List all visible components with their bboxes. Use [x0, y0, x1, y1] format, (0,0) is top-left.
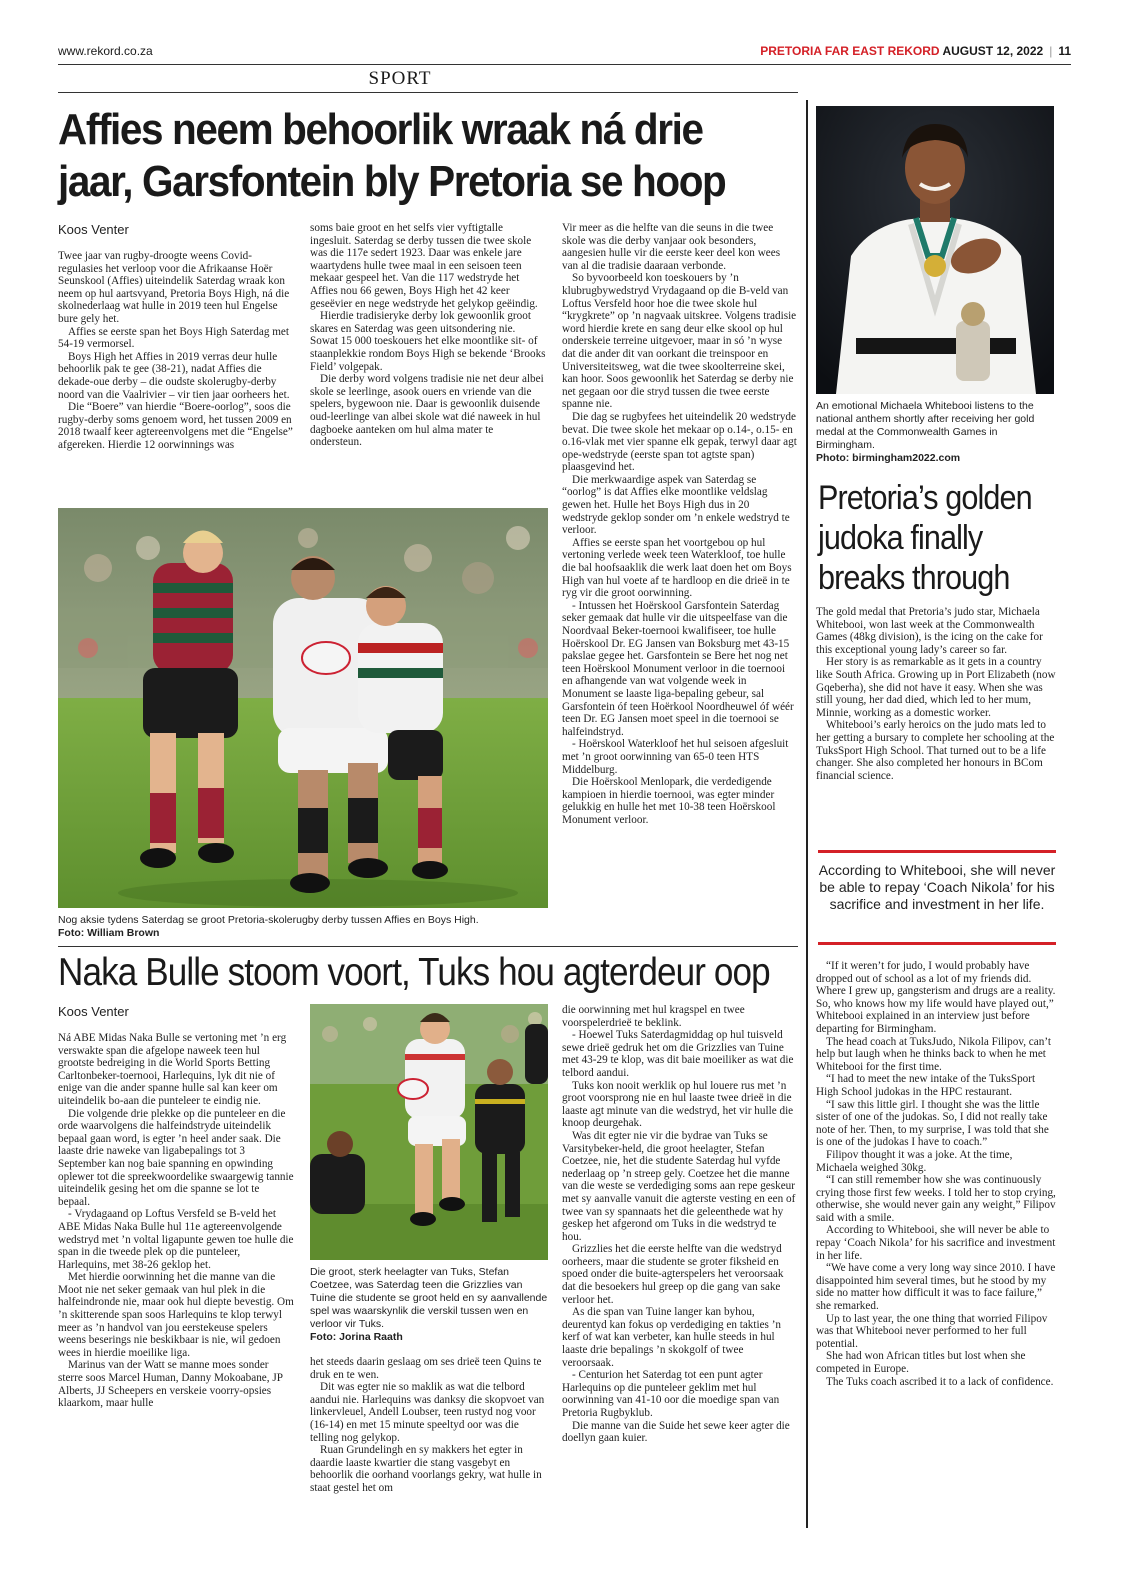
paragraph: The gold medal that Pretoria’s judo star, Michaela Whitebooi, won last week at the Commonwealth Games (48kg division), is the icing on the cake for this exceptional young lady’s career so far. — [816, 606, 1043, 656]
paragraph: - Hoewel Tuks Saterdagmiddag op hul tuisveld sewe drieë gedruk het om die Grizzlies van Tuine met 43-29 te klop, was dit baie moeiliker as wat die telbord aandui. — [562, 1029, 794, 1079]
paragraph: - Hoërskool Waterkloof het hul seisoen afgesluit met ’n groot oorwinning van 65-0 teen HTS Middelburg. — [562, 738, 789, 776]
paragraph: “I saw this little girl. I thought she was the little sister of one of the judokas. So, I did not really take note of her. Then, to my surprise, I was told that she is one of the judokas I have to coach.” — [816, 1098, 1049, 1149]
site-url: www.rekord.co.za — [58, 44, 153, 58]
paragraph: - Intussen het Hoërskool Garsfontein Saterdag seker gemaak dat hulle vir die uitspeelfase van die Noordvaal Beker-toernooi kwalifiseer, toe hulle Hoërskool Dr. EG Jansen van Boksburg met 43-15 pakslae gegee het. Garsfontein se Bere het nog net teen Hoërskool Monument verloor in die toernooi en afhangende van wat volgende week in Monument se laaste liga-bepaling gebeur, sal Garsfontein óf teen Hoërkool Noordheuwel óf wéér teen Dr. EG Jansen moet speel in die toernooi se halfeindstryd. — [562, 599, 794, 738]
whitebooi-photo — [816, 106, 1054, 394]
paragraph: Die derby word volgens tradisie nie net deur albei skole se leerlinge, asook ouers en vriende van die spelers, bygewoon nie. Daar is gewoonlik duisende oud-leerlinge van albei skole wat dié naweek in hul dagboeke aanteken om hul alma mater te ondersteun. — [310, 373, 544, 449]
caption-text: An emotional Michaela Whitebooi listens to the national anthem shortly after receiving her gold medal at the Commonwealth Games in Birmingham. — [816, 400, 1035, 451]
paragraph: The Tuks coach ascribed it to a lack of confidence. — [826, 1375, 1054, 1388]
article1-photo-caption — [58, 914, 578, 940]
paragraph: Die dag se rugbyfees het uiteindelik 20 wedstryde bevat. Die twee skole het mekaar op o.14-, o.15- en o.16-vlak met vier spanne elk gepak, terwyl daar agt ope-wedstryde (eerste span tot agtste span) plaasgevind het. — [562, 410, 797, 474]
paragraph: Was dit egter nie vir die bydrae van Tuks se Varsitybeker-held, die groot heelagter, Stefan Coetzee, nie, het die studente Saterdag hul vyfde nederlaag op ’n streep gely. Coetzee het die manne van die weste se verdediging soms aan repe geskeur met sy aanvalle vanuit die agterste vesting en een of twee van sy spannaats het die geleenthede wat hy geskep het afgerond om Tuks in die wedstryd te hou. — [562, 1129, 796, 1243]
page-number: 11 — [1058, 44, 1071, 58]
issue-date: AUGUST 12, 2022 — [942, 44, 1044, 58]
photo-credit: Photo: birmingham2022.com — [816, 452, 961, 464]
article1-headline-line2: jaar, Garsfontein bly Pretoria se hoop — [58, 157, 726, 206]
article2-column-2 — [310, 1356, 546, 1495]
article1-byline: Koos Venter — [58, 222, 129, 237]
paragraph: Ná ABE Midas Naka Bulle se vertoning met ’n erg verswakte span die afgelope naweek teen hul grootste bedreiging in die World Sports Betting Carltonbeker-toernooi, Harlequins, lyk dit nie of enige van die ander spanne hulle sal kan keer om uiteindelik bo-aan die punteleer te eindig nie. — [58, 1032, 287, 1107]
paragraph: Die merkwaardige aspek van Saterdag se “oorlog” is dat Affies elke moontlike veldslag gewen het. Hulle het Boys High dus in 20 wedstryde geklop sonder om ’n enkele wedstryd te verloor. — [562, 473, 790, 537]
article1-headline — [58, 104, 794, 208]
paragraph: - Vrydagaand op Loftus Versfeld se B-veld het ABE Midas Naka Bulle hul 11e agtereenvolgende wedstryd met ’n voltal ligapunte gewen toe hulle die span in die tweede plek op die punteleer, Harlequins, met 38-26 geklop het. — [58, 1208, 294, 1271]
paragraph: het steeds daarin geslaag om ses drieë teen Quins te druk en te wen. — [310, 1356, 542, 1381]
paragraph: - Centurion het Saterdag tot een punt agter Harlequins op die punteleer geklim met hul oorwinning van 41-10 oor die moedige span van Pretoria Rugbyklub. — [562, 1369, 780, 1419]
photo-credit: Foto: William Brown — [58, 927, 160, 939]
sidebar-headline — [818, 478, 1034, 598]
paragraph: Boys High het Affies in 2019 verras deur hulle behoorlik pak te gee (38-21), nadat Affies die dekade-oue derby – die oudste skolerugby-derby noord van die Vaalrivier – vir tien jaar oorheers het. — [58, 350, 290, 401]
column-divider — [806, 100, 808, 1528]
article2-headline: Naka Bulle stoom voort, Tuks hou agterdeur oop — [58, 951, 770, 994]
section-rule — [58, 92, 798, 93]
pull-quote: According to Whitebooi, she will never be able to repay ‘Coach Nikola’ for his sacrifice and investment in her life. — [818, 862, 1056, 912]
sidebar-body-top — [816, 606, 1056, 782]
paragraph: Her story is as remarkable as it gets in a country like South Africa. Growing up in Port Elizabeth (now Gqeberha), she did not have it easy. When she was still young, her dad died, which led to her mum, Minnie, working as a domestic worker. — [816, 656, 1056, 719]
photo-credit: Foto: Jorina Raath — [310, 1331, 403, 1343]
paragraph: Die volgende drie plekke op die punteleer en die orde waarvolgens die halfeindstryde uiteindelik bepaal gaan word, is egter ’n heel ander saak. Die laaste drie naweke van ligabepalings tot 3 September kan nog baie spanning en opwinding oplewer tot die spreekwoordelike swaargewig tannie uiteindelik gesing het om die spanne se lot te bepaal. — [58, 1107, 294, 1208]
paragraph: Grizzlies het die eerste helfte van die wedstryd oorheers, maar die studente se groter fiksheid en spoed onder die buite-agterspelers het veroorsaak dat die besoekers hul greep op die gang van sake verloor het. — [562, 1243, 784, 1306]
paragraph: Met hierdie oorwinning het die manne van die Moot nie net seker gemaak van hul plek in die halfeindronde nie, maar ook hul diepte bevestig. Om ’n skitterende span soos Harlequins te klop terwyl meer as ’n handvol van jou eerstekeuse spelers weens beserings nie beskikbaar is nie, wil gedoen wees in hierdie moeilike liga. — [58, 1271, 294, 1359]
header-rule — [58, 64, 1071, 65]
tuks-rugby-photo — [310, 1004, 548, 1260]
sidebar-headline-line3: breaks through — [818, 559, 1010, 597]
paragraph: “If it weren’t for judo, I would probably have dropped out of school as a lot of my friends did. Where I grew up, gangsterism and drugs are a reality. So, who knows how my life would have played out,” Whitebooi explained in an interview just before departing for Birmingham. — [816, 960, 1056, 1035]
article2-byline: Koos Venter — [58, 1004, 129, 1019]
article1-column-2 — [310, 222, 546, 449]
pull-quote-bottom-rule — [818, 942, 1056, 945]
article1-column-1 — [58, 250, 294, 452]
paragraph: Tuks kon nooit werklik op hul louere rus met ’n groot voorsprong nie en hul laaste twee drieë in die laaste agt minute van die wedstryd, het vir hulle die knoop deurgehak. — [562, 1079, 794, 1130]
paragraph: Die “Boere” van hierdie “Boere-oorlog”, soos die rugby-derby soms genoem word, het tussen 2009 en 2018 twaalf keer agtereenvolgens met die “Engelse” afgereken. Hierdie 12 oorwinnings was — [58, 401, 293, 451]
publication-name: PRETORIA FAR EAST REKORD — [760, 44, 940, 58]
paragraph: Die manne van die Suide het sewe keer agter die doellyn gaan kuier. — [562, 1419, 790, 1445]
sidebar-photo-caption — [816, 400, 1056, 465]
paragraph: As die span van Tuine langer kan byhou, deurentyd kan fokus op verdediging en takties ’n kerf of wat kan verbeter, kan hulle steeds in hul laaste drie bepalings ’n skokgolf of twee veroorsaak. — [562, 1306, 782, 1369]
article1-headline-line1: Affies neem behoorlik wraak ná drie — [58, 105, 703, 154]
paragraph: The head coach at TuksJudo, Nikola Filipov, can’t help but laugh when he thinks back to when he met Whitebooi for the first time. — [816, 1035, 1051, 1073]
paragraph: Dit was egter nie so maklik as wat die telbord aandui nie. Harlequins was danksy die skopvoet van linkervleuel, Andell Loubser, teen rustyd nog voor (16-14) en met 15 minute speeltyd oor was die telling nog gelykop. — [310, 1381, 545, 1444]
paragraph: “We have come a very long way since 2010. I have disappointed him several times, but he stood by my side no matter how difficult it was to face failure,” she remarked. — [816, 1262, 1056, 1313]
header-separator: | — [1049, 44, 1053, 58]
paragraph: Twee jaar van rugby-droogte weens Covid-regulasies het verloop voor die Afrikaanse Hoër Seunskool (Affies) uiteindelik Saterdag wraak kon neem op hul aartsvyand, Pretoria Boys High, ná die skolnederlaag wat hulle in 2019 teen hul Engelse bure gely het. — [58, 250, 290, 325]
paragraph: Whitebooi’s early heroics on the judo mats led to her getting a bursary to complete her schooling at the TuksSport High School. That turned out to be a life changer. She also completed her honours in BCom financial science. — [816, 719, 1055, 782]
paragraph: Filipov thought it was a joke. At the time, Michaela weighed 30kg. — [816, 1148, 1013, 1174]
paragraph: Affies se eerste span het voortgebou op hul vertoning verlede week teen Waterkloof, toe hulle die bal hoofsaaklik die werk laat doen het om Boys High van hul voete af te hardloop en die drieë in te ryg vir die groot oorwinning. — [562, 536, 792, 600]
paragraph: According to Whitebooi, she will never be able to repay ‘Coach Nikola’ for his sacrifice and investment in her life. — [816, 1224, 1056, 1262]
paragraph: Hierdie tradisieryke derby lok gewoonlik groot skares en Saterdag was geen uitsondering nie. Sowat 15 000 toeskouers het elke moontlike sit- of staanplekkie rondom Boys High se bekende ‘Brooks Field’ volgepak. — [310, 310, 546, 373]
paragraph: Die Hoërskool Menlopark, die verdedigende kampioen in hierdie toernooi, was egter minder gelukkig en hulle het met 10-38 teen Hoërskool Monument verloor. — [562, 776, 776, 826]
sidebar-headline-line2: judoka finally — [818, 519, 983, 557]
paragraph: She had won African titles but lost when she competed in Europe. — [816, 1350, 1026, 1375]
caption-text: Die groot, sterk heelagter van Tuks, Stefan Coetzee, was Saterdag teen die Grizzlies van Tuine die studente se groot held en sy aanvallende spel was waarskynlik die verskil tussen wen en verloor vir Tuks. — [310, 1266, 548, 1330]
paragraph: Marinus van der Watt se manne moes sonder sterre soos Marcel Human, Danny Mokoabane, JP Alberts, JJ Scheepers en verskeie voorry-opsies klaarkom, maar hulle — [58, 1359, 283, 1410]
paragraph: Affies se eerste span het Boys High Saterdag met 54-19 vermorsel. — [58, 325, 290, 351]
paragraph: So byvoorbeeld kon toeskouers by ’n klubrugbywedstryd Vrydagaand op die B-veld van Loftus Versfeld hoor hoe die twee skole hul “krygkrete” op ’n nagvaak uitskree. Volgens tradisie word hierdie krete en sang deur elke skool op hul onderskeie terreine uitgevoer, maar in só ’n wyse dat die ander dit van oorkant die treinspoor en Universiteitsweg, wat die twee skoolterreine skei, kan hoor. Soos gewoonlik het Saterdag se derby nie net gegaan oor die stryd tussen die twee eerste spanne nie. — [562, 272, 797, 411]
rugby-derby-photo — [58, 508, 548, 908]
article2-column-3 — [562, 1004, 798, 1445]
paragraph: soms baie groot en het selfs vier vyftigtalle ingesluit. Saterdag se derby tussen die twee skole was die 117e sedert 1923. Daar was enkele jare waartydens hulle twee maal in een seisoen teen mekaar gespeel het. Van die 117 wedstryde het Affies nou 66 gewen, Boys High het 42 keer geseëvier en nege wedstryde het gelykop geëindig. — [310, 222, 538, 310]
sidebar-body-bottom — [816, 960, 1056, 1388]
caption-text: Nog aksie tydens Saterdag se groot Pretoria-skolerugby derby tussen Affies en Boys High. — [58, 914, 479, 926]
paragraph: “I can still remember how she was continuously crying those first few weeks. I told her to stop crying, otherwise, she would never gain any weight,” Filipov said with a smile. — [816, 1174, 1056, 1224]
paragraph: Vir meer as die helfte van die seuns in die twee skole was die derby vanjaar ook besonders, aangesien hulle vir die eerste keer deel kon wees van al die tradisie daaraan verbonde. — [562, 222, 781, 272]
article2-photo-caption — [310, 1266, 548, 1344]
article1-column-3 — [562, 222, 798, 827]
paragraph: Up to last year, the one thing that worried Filipov was that Whitebooi never performed to her full potential. — [816, 1312, 1048, 1350]
article-divider — [58, 946, 798, 947]
paragraph: die oorwinning met hul kragspel en twee voorspelerdrieë te beklink. — [562, 1004, 745, 1029]
page-header-info — [760, 44, 1071, 58]
section-label: SPORT — [368, 68, 432, 89]
sidebar-headline-line1: Pretoria’s golden — [818, 479, 1032, 517]
pull-quote-top-rule — [818, 850, 1056, 853]
paragraph: Ruan Grundelingh en sy makkers het egter in daardie laaste kwartier die stang vasgebyt en behoorlik die oorhand voorlangs gekry, wat hulle in staat gestel het om — [310, 1444, 542, 1494]
article2-column-1 — [58, 1032, 294, 1410]
paragraph: “I had to meet the new intake of the TuksSport High School judokas in the HPC restaurant. — [816, 1073, 1036, 1098]
